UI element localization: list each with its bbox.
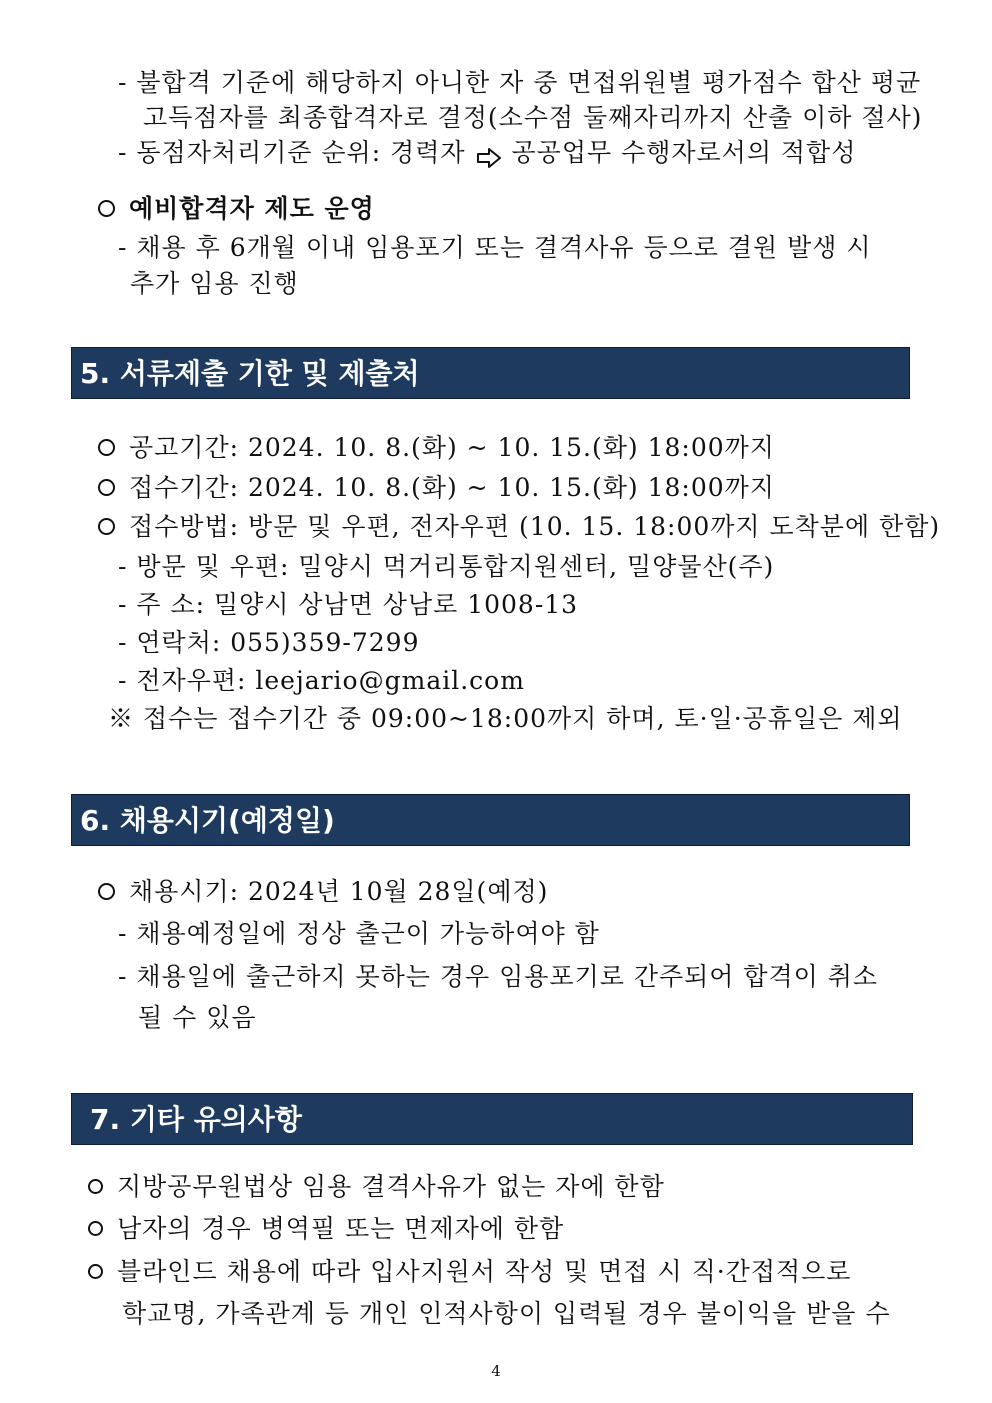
hollow-circle-bullet-icon <box>88 1221 103 1236</box>
reserve-line-2: 추가 임용 진행 <box>130 269 299 298</box>
reserve-title-text: 예비합격자 제도 운영 <box>129 194 375 223</box>
section5-item-2-text: 접수기간: 2024. 10. 8.(화) ~ 10. 15.(화) 18:00까지 <box>129 473 775 502</box>
tiebreak-text-a: - 동점자처리기준 순위: 경력자 <box>118 138 466 167</box>
section6-item <box>98 875 548 909</box>
criteria-line-2: 고득점자를 최종합격자로 결정(소수점 둘째자리까지 산출 이하 절사) <box>143 103 923 132</box>
section5-note: ※ 접수는 접수기간 중 09:00~18:00까지 하며, 토·일·공휴일은 제외 <box>108 704 903 733</box>
section7-item-2-text: 남자의 경우 병역필 또는 면제자에 한함 <box>117 1214 565 1243</box>
section7-item-2 <box>88 1212 564 1246</box>
section5-item-1 <box>98 431 775 465</box>
section5-sub-address: - 주 소: 밀양시 상남면 상남로 1008-13 <box>118 590 579 619</box>
section6-header: 6. 채용시기(예정일) <box>71 794 910 846</box>
tiebreak-text-b: 공공업무 수행자로서의 적합성 <box>511 138 857 167</box>
section7-item-1 <box>88 1170 665 1204</box>
section7-item-3 <box>88 1255 851 1289</box>
hollow-circle-bullet-icon <box>98 479 115 496</box>
section7-item-3-text: 블라인드 채용에 따라 입사지원서 작성 및 면접 시 직·간접적으로 <box>117 1257 852 1286</box>
hollow-circle-bullet-icon <box>98 200 115 217</box>
hollow-circle-bullet-icon <box>98 518 115 535</box>
reserve-title <box>98 192 375 226</box>
section5-item-1-text: 공고기간: 2024. 10. 8.(화) ~ 10. 15.(화) 18:00까지 <box>129 433 775 462</box>
section6-sub-1: - 채용예정일에 정상 출근이 가능하여야 함 <box>118 919 600 948</box>
right-arrow-icon <box>476 143 502 163</box>
section7-item-1-text: 지방공무원법상 임용 결격사유가 없는 자에 한함 <box>117 1172 665 1201</box>
section5-item-2 <box>98 471 775 505</box>
tiebreak-line <box>118 136 856 170</box>
hollow-circle-bullet-icon <box>98 439 115 456</box>
section6-item-text: 채용시기: 2024년 10월 28일(예정) <box>129 877 549 906</box>
section6-sub-2a: - 채용일에 출근하지 못하는 경우 임용포기로 간주되어 합격이 취소 <box>118 962 879 991</box>
section7-item-3-cont: 학교명, 가족관계 등 개인 인적사항이 입력될 경우 불이익을 받을 수 <box>122 1299 891 1328</box>
section5-sub-email: - 전자우편: leejario@gmail.com <box>118 666 525 695</box>
hollow-circle-bullet-icon <box>88 1179 103 1194</box>
section7-header: 7. 기타 유의사항 <box>71 1093 913 1145</box>
criteria-line-1: - 불합격 기준에 해당하지 아니한 자 중 면접위원별 평가점수 합산 평균 <box>118 68 922 97</box>
section5-item-3 <box>98 510 940 544</box>
page-number: 4 <box>491 1362 501 1380</box>
hollow-circle-bullet-icon <box>98 883 115 900</box>
section6-sub-2b: 될 수 있음 <box>138 1003 257 1032</box>
section5-sub-phone: - 연락처: 055)359-7299 <box>118 628 420 657</box>
hollow-circle-bullet-icon <box>88 1264 103 1279</box>
section5-item-3-text: 접수방법: 방문 및 우편, 전자우편 (10. 15. 18:00까지 도착분에 한함) <box>129 512 941 541</box>
section5-sub-visit: - 방문 및 우편: 밀양시 먹거리통합지원센터, 밀양물산(주) <box>118 552 775 581</box>
reserve-line-1: - 채용 후 6개월 이내 임용포기 또는 결격사유 등으로 결원 발생 시 <box>118 233 872 262</box>
section5-header: 5. 서류제출 기한 및 제출처 <box>71 347 910 399</box>
